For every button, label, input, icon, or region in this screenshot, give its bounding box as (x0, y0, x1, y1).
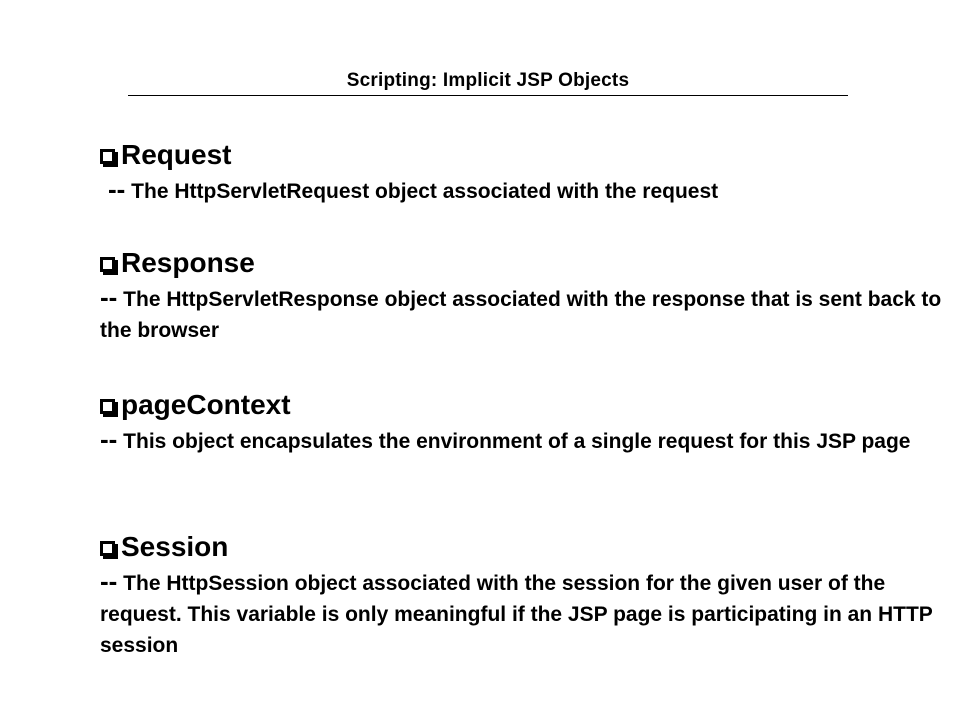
bullet-head (100, 387, 950, 423)
checkbox-icon (100, 541, 115, 556)
description-text: The HttpServletResponse object associated with the response that is sent back to the browser (100, 288, 942, 342)
bullet-item-session (100, 529, 950, 661)
dash-marker: -- (108, 174, 126, 204)
description-text: The HttpSession object associated with the session for the given user of the request. This variable is only meaningful if the JSP page is participating in an HTTP session (100, 572, 933, 657)
bullet-item-request (100, 137, 950, 207)
bullet-item-pagecontext (100, 387, 950, 457)
slide-title: Scripting: Implicit JSP Objects (346, 70, 630, 91)
checkbox-icon (100, 257, 115, 272)
bullet-label: Request (121, 139, 232, 170)
bullet-description (100, 566, 950, 661)
bullet-label: Session (121, 531, 229, 562)
dash-marker: -- (100, 424, 118, 454)
checkbox-icon (100, 149, 115, 164)
checkbox-icon (100, 399, 115, 414)
bullet-item-response (100, 245, 950, 346)
title-divider (128, 95, 848, 96)
bullet-label: Response (121, 247, 255, 278)
bullet-head (100, 529, 950, 565)
bullet-description (100, 174, 950, 207)
dash-marker: -- (100, 566, 118, 596)
dash-marker: -- (100, 282, 118, 312)
bullet-head (100, 245, 950, 281)
description-text: The HttpServletRequest object associated with the request (131, 180, 719, 203)
bullet-head (100, 137, 950, 173)
bullet-description (100, 282, 950, 346)
description-text: This object encapsulates the environment of a single request for this JSP page (123, 430, 911, 453)
bullet-description (100, 424, 950, 457)
bullet-label: pageContext (121, 389, 291, 420)
